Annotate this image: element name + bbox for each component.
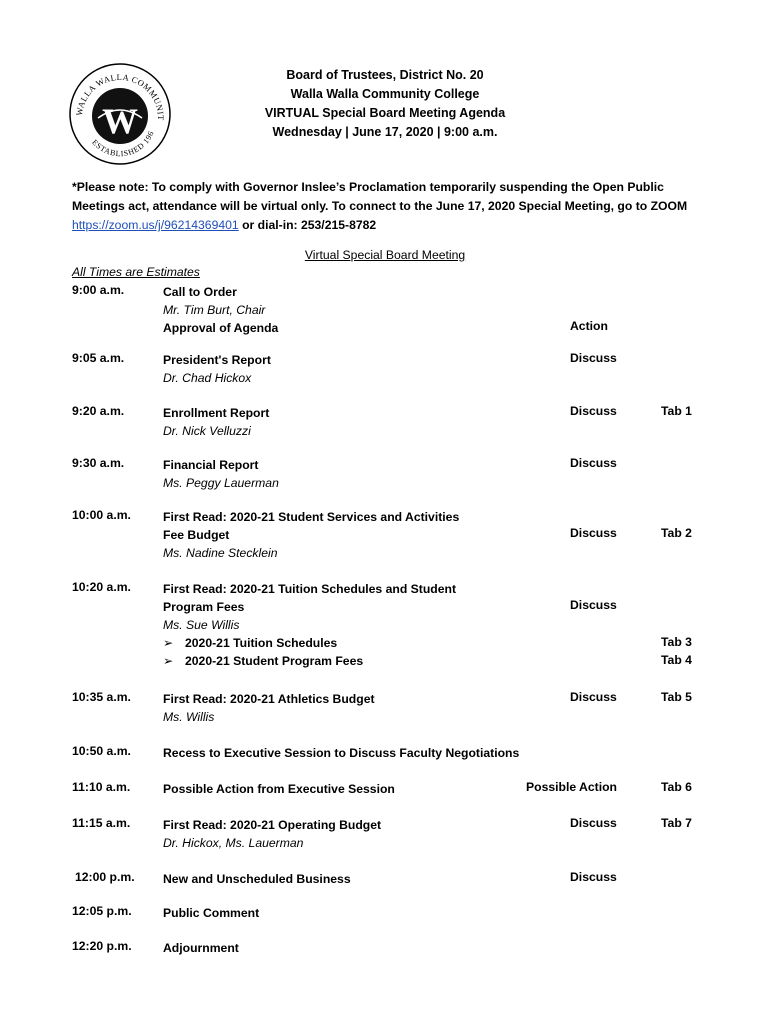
agenda-time: 10:20 a.m. [72, 580, 131, 594]
agenda-action: Discuss [570, 598, 617, 612]
agenda-action: Discuss [570, 404, 617, 418]
agenda-presenter: Mr. Tim Burt, Chair [163, 303, 266, 317]
agenda-title-cont: Program Fees [163, 600, 245, 614]
agenda-presenter: Dr. Nick Velluzzi [163, 424, 251, 438]
agenda-time: 12:05 p.m. [72, 904, 132, 918]
agenda-action: Discuss [570, 526, 617, 540]
agenda-time: 9:20 a.m. [72, 404, 125, 418]
agenda-tab: Tab 6 [661, 780, 692, 794]
agenda-title: First Read: 2020-21 Operating Budget [163, 818, 382, 832]
agenda-title: Recess to Executive Session to Discuss Faculty Negotiations [163, 746, 520, 760]
agenda-time: 12:20 p.m. [72, 939, 132, 953]
agenda-time: 11:10 a.m. [72, 780, 131, 794]
agenda-title: Call to Order [163, 285, 237, 299]
agenda-title: Approval of Agenda [163, 321, 279, 335]
meeting-note [72, 178, 712, 235]
agenda-tab: Tab 3 [661, 635, 692, 649]
agenda-subitem [163, 652, 523, 670]
agenda-title: Possible Action from Executive Session [163, 782, 395, 796]
agenda-title: Enrollment Report [163, 406, 270, 420]
college-seal-logo [68, 62, 172, 166]
subitem-label: 2020-21 Student Program Fees [185, 654, 364, 668]
agenda-action: Discuss [570, 816, 617, 830]
agenda-presenter: Dr. Hickox, Ms. Lauerman [163, 836, 304, 850]
header-line-3: VIRTUAL Special Board Meeting Agenda [264, 106, 506, 120]
estimates-label: All Times are Estimates [72, 265, 200, 279]
agenda-subtitle: Virtual Special Board Meeting [304, 248, 466, 262]
agenda-title: Adjournment [163, 941, 239, 955]
agenda-time: 9:05 a.m. [72, 351, 125, 365]
agenda-title: First Read: 2020-21 Tuition Schedules and Student [163, 582, 457, 596]
agenda-title: First Read: 2020-21 Athletics Budget [163, 692, 375, 706]
header-line-4: Wednesday | June 17, 2020 | 9:00 a.m. [272, 125, 498, 139]
agenda-time: 12:00 p.m. [75, 870, 135, 884]
agenda-title: Public Comment [163, 906, 260, 920]
agenda-presenter: Ms. Nadine Stecklein [163, 546, 278, 560]
bullet-arrow-icon: ➢ [163, 654, 174, 668]
header-line-1: Board of Trustees, District No. 20 [286, 68, 484, 82]
document-header [230, 66, 540, 142]
agenda-presenter: Dr. Chad Hickox [163, 371, 252, 385]
agenda-time: 10:35 a.m. [72, 690, 131, 704]
agenda-action: Discuss [570, 870, 617, 884]
agenda-presenter: Ms. Sue Willis [163, 618, 240, 632]
note-dial-in: or dial-in: 253/215-8782 [238, 218, 377, 232]
bullet-arrow-icon: ➢ [163, 636, 174, 650]
agenda-tab: Tab 5 [661, 690, 692, 704]
agenda-time: 9:00 a.m. [72, 283, 125, 297]
agenda-title: President's Report [163, 353, 271, 367]
agenda-time: 11:15 a.m. [72, 816, 131, 830]
agenda-subitem [163, 634, 523, 652]
note-text: *Please note: To comply with Governor Inslee’s Proclamation temporarily suspending the Open Public Meetings act, attendance will be virtual only. To connect to the June 17, 2020 Special Meeting, go to ZOOM [72, 180, 688, 213]
agenda-action: Possible Action [526, 780, 617, 794]
subitem-label: 2020-21 Tuition Schedules [185, 636, 338, 650]
agenda-time: 10:00 a.m. [72, 508, 131, 522]
seal-monogram: W [102, 101, 138, 141]
seal-text-top: WALLA WALLA COMMUNIT [73, 71, 167, 121]
agenda-tab: Tab 2 [661, 526, 692, 540]
agenda-title: New and Unscheduled Business [163, 872, 351, 886]
agenda-tab: Tab 4 [661, 653, 692, 667]
header-line-2: Walla Walla Community College [290, 87, 480, 101]
agenda-action: Discuss [570, 456, 617, 470]
agenda-tab: Tab 1 [661, 404, 692, 418]
agenda-action: Action [570, 319, 608, 333]
agenda-title: Financial Report [163, 458, 259, 472]
agenda-action: Discuss [570, 690, 617, 704]
agenda-time: 9:30 a.m. [72, 456, 125, 470]
agenda-title-cont: Fee Budget [163, 528, 230, 542]
agenda-presenter: Ms. Willis [163, 710, 215, 724]
agenda-action: Discuss [570, 351, 617, 365]
agenda-time: 10:50 a.m. [72, 744, 131, 758]
agenda-title: First Read: 2020-21 Student Services and Activities [163, 510, 460, 524]
agenda-presenter: Ms. Peggy Lauerman [163, 476, 279, 490]
zoom-link[interactable]: https://zoom.us/j/96214369401 [72, 218, 239, 232]
seal-text-bottom: ESTABLISHED 196 [90, 129, 156, 159]
agenda-tab: Tab 7 [661, 816, 692, 830]
